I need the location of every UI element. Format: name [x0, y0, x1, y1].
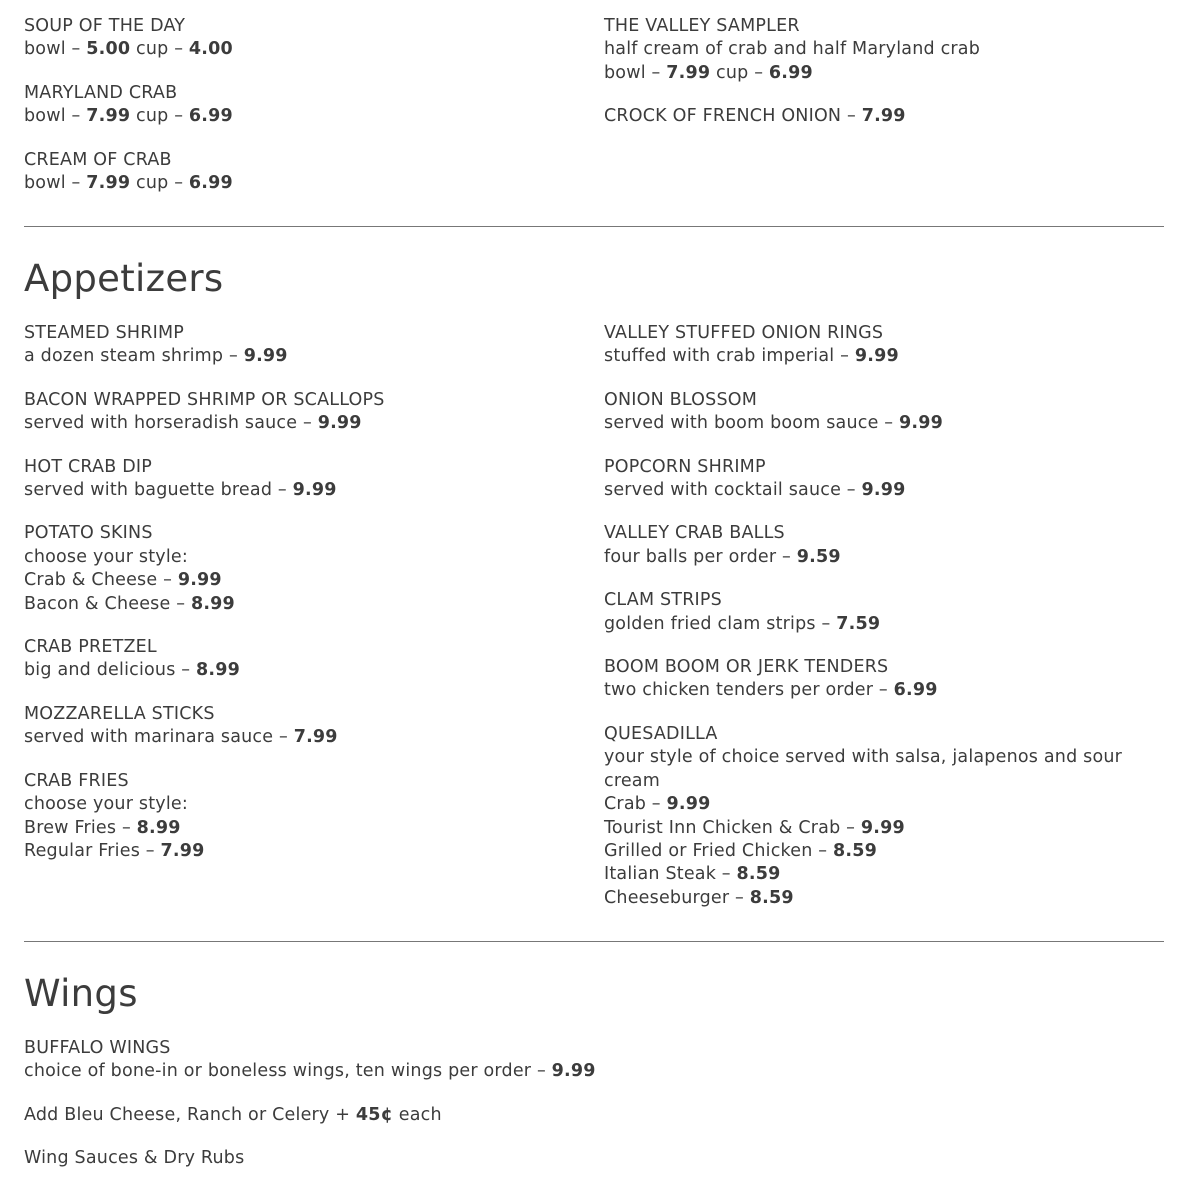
description-text: half cream of crab and half Maryland crab: [604, 39, 981, 60]
menu-item: [24, 149, 604, 196]
menu-item-name: POPCORN SHRIMP: [604, 456, 766, 477]
appetizers-column-right: [604, 322, 1164, 930]
menu-item-name: MARYLAND CRAB: [24, 82, 178, 103]
menu-item: [24, 522, 604, 616]
menu-item-line: [604, 412, 1164, 435]
menu-item-name: THE VALLEY SAMPLER: [604, 16, 800, 36]
price: 45¢: [355, 1104, 394, 1125]
description-text: cup –: [130, 39, 189, 60]
menu-item-line: [604, 613, 1164, 636]
menu-item-name: STEAMED SHRIMP: [24, 323, 185, 343]
menu-item-line: [24, 593, 604, 616]
description-text: Brew Fries –: [24, 817, 137, 838]
menu-item-line: [604, 479, 1164, 502]
menu-item-line: [24, 479, 604, 502]
section-divider: [24, 226, 1164, 227]
appetizers-column-left: [24, 322, 604, 930]
menu-item-name: ONION BLOSSOM: [604, 389, 758, 410]
menu-item: [24, 82, 604, 129]
description-text: cup –: [130, 106, 189, 127]
menu-item: [604, 522, 1164, 569]
wings-section: [24, 1037, 1164, 1191]
menu-item: [24, 1147, 1164, 1170]
description-text: CROCK OF FRENCH ONION –: [604, 106, 862, 127]
price: 9.99: [861, 480, 906, 501]
menu-item-line: [604, 38, 1164, 61]
menu-item-line: [24, 105, 604, 128]
description-text: Grilled or Fried Chicken –: [604, 840, 833, 861]
menu-item-line: [604, 746, 1164, 793]
menu-item: [24, 456, 604, 503]
description-text: Wing Sauces & Dry Rubs: [24, 1148, 245, 1169]
menu-item-name: VALLEY STUFFED ONION RINGS: [604, 323, 884, 343]
price: 7.99: [160, 840, 205, 861]
menu-item-line: [24, 659, 604, 682]
menu-item: [604, 456, 1164, 503]
menu-item-line: [604, 793, 1164, 816]
menu-item: [24, 1104, 1164, 1127]
soups-section: [24, 15, 1164, 215]
price: 9.99: [292, 480, 337, 501]
menu-item-line: [604, 345, 1164, 368]
price: 9.59: [796, 546, 841, 567]
menu-item-line: [24, 817, 604, 840]
menu-item-name: CRAB FRIES: [24, 770, 129, 791]
menu-item: [24, 322, 604, 369]
menu-item: [24, 15, 604, 62]
menu-item-line: [604, 105, 1164, 128]
menu-item-line: [24, 1147, 1164, 1170]
menu-item-name: CREAM OF CRAB: [24, 149, 172, 170]
section-divider: [24, 941, 1164, 942]
description-text: cup –: [710, 62, 769, 83]
menu-item: [24, 770, 604, 864]
description-text: each: [393, 1104, 442, 1125]
appetizers-section: [24, 322, 1164, 930]
menu-item: [24, 703, 604, 750]
description-text: big and delicious –: [24, 660, 197, 681]
description-text: Cheeseburger –: [604, 887, 750, 908]
description-text: choose your style:: [24, 794, 188, 815]
menu-item-line: [604, 840, 1164, 863]
description-text: a dozen steam shrimp –: [24, 346, 244, 367]
price: 8.59: [736, 864, 781, 885]
menu-item-line: [604, 679, 1164, 702]
menu-item-name: HOT CRAB DIP: [24, 456, 152, 477]
description-text: your style of choice served with salsa, jalapenos and sour cream: [604, 747, 1123, 791]
menu-item-name: CRAB PRETZEL: [24, 637, 157, 658]
menu-item-line: [24, 793, 604, 816]
price: 8.99: [196, 660, 240, 681]
price: 7.59: [836, 613, 881, 634]
description-text: Tourist Inn Chicken & Crab –: [604, 817, 861, 838]
description-text: served with boom boom sauce –: [604, 413, 900, 434]
menu-item-line: [24, 172, 604, 195]
menu-item-name: SOUP OF THE DAY: [24, 16, 186, 36]
description-text: bowl –: [24, 173, 87, 194]
price: 9.99: [666, 794, 711, 815]
description-text: Bacon & Cheese –: [24, 593, 191, 614]
price: 7.99: [86, 106, 131, 127]
menu-item-line: [24, 1104, 1164, 1127]
menu-item-name: MOZZARELLA STICKS: [24, 703, 215, 724]
wings-heading: Wings: [24, 972, 138, 1015]
price: 6.99: [893, 680, 938, 701]
menu-item-line: [24, 1060, 1164, 1083]
price: 7.99: [86, 173, 131, 194]
menu-item: [24, 636, 604, 683]
menu-item-name: BUFFALO WINGS: [24, 1038, 171, 1058]
menu-item: [604, 15, 1164, 85]
price: 9.99: [317, 413, 362, 434]
menu-item-line: [604, 863, 1164, 886]
appetizers-heading: Appetizers: [24, 257, 224, 300]
price: 6.99: [188, 106, 233, 127]
menu-item: [24, 1037, 1164, 1084]
menu-item-line: [24, 840, 604, 863]
price: 8.99: [190, 593, 235, 614]
menu-item-line: [604, 62, 1164, 85]
menu-item-line: [24, 569, 604, 592]
menu-item-name: VALLEY CRAB BALLS: [604, 523, 785, 544]
description-text: choice of bone-in or boneless wings, ten wings per order –: [24, 1061, 552, 1082]
menu-item: [604, 589, 1164, 636]
description-text: served with horseradish sauce –: [24, 413, 318, 434]
menu-item: [604, 322, 1164, 369]
price: 5.00: [86, 39, 131, 60]
price: 8.59: [749, 887, 794, 908]
menu-item-line: [24, 546, 604, 569]
description-text: Crab –: [604, 794, 667, 815]
menu-item: [24, 389, 604, 436]
description-text: Add Bleu Cheese, Ranch or Celery +: [24, 1104, 356, 1125]
description-text: served with marinara sauce –: [24, 727, 294, 748]
price: 7.99: [293, 727, 338, 748]
description-text: golden fried clam strips –: [604, 613, 837, 634]
description-text: Regular Fries –: [24, 840, 161, 861]
price: 9.99: [860, 817, 905, 838]
description-text: choose your style:: [24, 546, 188, 567]
menu-item: [604, 389, 1164, 436]
price: 8.59: [832, 840, 877, 861]
menu-item-line: [24, 38, 604, 61]
price: 7.99: [861, 106, 906, 127]
soups-column-left: [24, 15, 604, 215]
price: 6.99: [768, 62, 813, 83]
price: 9.99: [177, 570, 222, 591]
menu-item: [604, 723, 1164, 910]
menu-item-line: [24, 412, 604, 435]
soups-column-right: [604, 15, 1164, 215]
menu-item-line: [604, 887, 1164, 910]
description-text: bowl –: [24, 39, 87, 60]
price: 9.99: [551, 1061, 596, 1082]
menu-item-line: [24, 345, 604, 368]
description-text: served with cocktail sauce –: [604, 480, 862, 501]
menu-item: [604, 656, 1164, 703]
menu-item-line: [604, 546, 1164, 569]
price: 8.99: [136, 817, 181, 838]
description-text: four balls per order –: [604, 546, 797, 567]
menu-item-name: CLAM STRIPS: [604, 590, 722, 611]
price: 7.99: [666, 62, 711, 83]
price: 9.99: [854, 346, 899, 367]
description-text: cup –: [130, 173, 189, 194]
menu-item-name: BOOM BOOM OR JERK TENDERS: [604, 657, 889, 678]
menu-item-name: QUESADILLA: [604, 723, 718, 744]
menu-item-line: [604, 817, 1164, 840]
menu-item-name: POTATO SKINS: [24, 523, 153, 544]
price: 4.00: [188, 39, 233, 60]
description-text: Italian Steak –: [604, 864, 737, 885]
description-text: bowl –: [24, 106, 87, 127]
description-text: stuffed with crab imperial –: [604, 346, 855, 367]
price: 6.99: [188, 173, 233, 194]
description-text: bowl –: [604, 62, 667, 83]
price: 9.99: [243, 346, 288, 367]
description-text: served with baguette bread –: [24, 480, 293, 501]
description-text: two chicken tenders per order –: [604, 680, 894, 701]
menu-item: [604, 105, 1164, 128]
price: 9.99: [899, 413, 944, 434]
description-text: Crab & Cheese –: [24, 570, 178, 591]
menu-item-name: BACON WRAPPED SHRIMP OR SCALLOPS: [24, 389, 385, 410]
menu-item-line: [24, 726, 604, 749]
